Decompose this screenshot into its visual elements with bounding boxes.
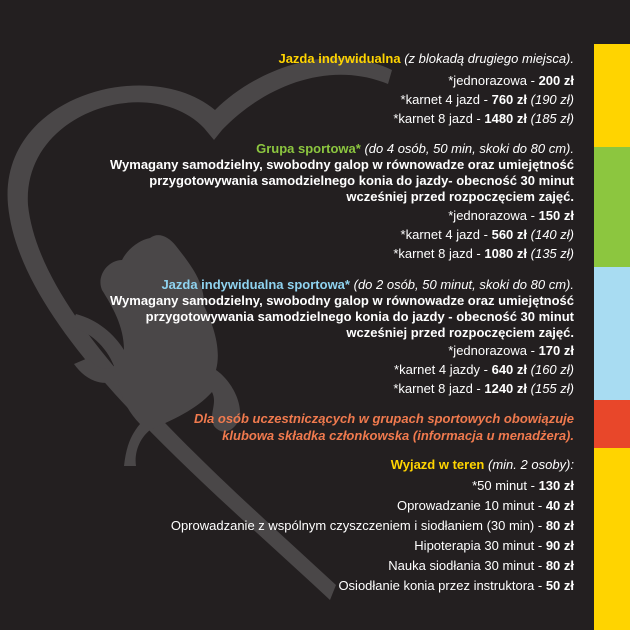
price-per-ride: (155 zł) xyxy=(530,381,574,396)
price-value: 170 zł xyxy=(538,343,574,358)
stripe-red xyxy=(594,400,630,448)
group-note: (do 4 osób, 50 min, skoki do 80 cm). xyxy=(364,141,574,156)
price-label: *jednorazowa - xyxy=(448,208,539,223)
individual-note: (z blokadą drugiego miejsca). xyxy=(404,51,574,66)
price-row xyxy=(388,557,574,576)
price-value: 50 zł xyxy=(545,578,574,593)
price-value: 130 zł xyxy=(538,478,574,493)
group-description: przygotowywania samodzielnego konia do jazdy- obecność 30 minut xyxy=(149,173,574,188)
price-per-ride: (135 zł) xyxy=(530,246,574,261)
price-per-ride: (190 zł) xyxy=(530,92,574,107)
membership-note: Dla osób uczestniczących w grupach sportowych obowiązuje xyxy=(194,411,574,426)
price-per-ride: (140 zł) xyxy=(530,227,574,242)
price-value: 1080 zł xyxy=(484,246,528,261)
price-label: *jednorazowa - xyxy=(448,343,539,358)
stripe-blue xyxy=(594,267,630,400)
individual-sport-description: Wymagany samodzielny, swobodny galop w równowadze oraz umiejętność xyxy=(110,293,574,308)
individual-sport-description: przygotowywania samodzielnego konia do jazdy - obecność 30 minut xyxy=(145,309,574,324)
price-row xyxy=(394,361,574,380)
price-row xyxy=(393,245,574,264)
price-label: *karnet 4 jazd - xyxy=(400,227,492,242)
price-label: *jednorazowa - xyxy=(448,73,539,88)
price-label: Oprowadzanie z wspólnym czyszczeniem i siodłaniem (30 min) - xyxy=(170,518,546,533)
price-label: *karnet 4 jazd - xyxy=(400,92,492,107)
price-label: *50 minut - xyxy=(472,478,539,493)
stripe-yellow xyxy=(594,44,630,147)
price-value: 150 zł xyxy=(538,208,574,223)
price-row xyxy=(448,207,574,226)
trail-note: (min. 2 osoby): xyxy=(488,457,574,472)
price-row xyxy=(171,517,574,536)
price-label: Oprowadzanie 10 minut - xyxy=(396,498,546,513)
price-row xyxy=(472,477,574,496)
price-row xyxy=(448,72,574,91)
individual-title: Jazda indywidualna xyxy=(278,51,401,66)
price-value: 40 zł xyxy=(545,498,574,513)
price-value: 1240 zł xyxy=(484,381,528,396)
price-label: *karnet 4 jazdy - xyxy=(394,362,492,377)
price-value: 1480 zł xyxy=(484,111,528,126)
price-value: 90 zł xyxy=(545,538,574,553)
individual-sport-description: wcześniej przed rozpoczęciem zajęć. xyxy=(346,325,574,340)
price-value: 80 zł xyxy=(545,558,574,573)
price-per-ride: (185 zł) xyxy=(530,111,574,126)
price-row xyxy=(397,497,574,516)
trail-heading xyxy=(391,456,574,475)
group-description: Wymagany samodzielny, swobodny galop w równowadze oraz umiejętność xyxy=(110,157,574,172)
price-value: 560 zł xyxy=(491,227,528,242)
price-value: 640 zł xyxy=(491,362,528,377)
individual-sport-title: Jazda indywidualna sportowa* xyxy=(161,277,350,292)
price-label: *karnet 8 jazd - xyxy=(393,381,485,396)
stripe-green xyxy=(594,147,630,267)
price-label: Nauka siodłania 30 minut - xyxy=(388,558,546,573)
price-row xyxy=(448,342,574,361)
group-title: Grupa sportowa* xyxy=(256,141,361,156)
membership-note: klubowa składka członkowska (informacja u menadżera). xyxy=(222,428,574,443)
price-row xyxy=(338,577,574,596)
price-value: 760 zł xyxy=(491,92,528,107)
price-row xyxy=(393,380,574,399)
stripe-yellow-bottom xyxy=(594,448,630,630)
group-description: wcześniej przed rozpoczęciem zajęć. xyxy=(346,189,574,204)
individual-sport-note: (do 2 osób, 50 minut, skoki do 80 cm). xyxy=(353,277,574,292)
price-label: Hipoterapia 30 minut - xyxy=(414,538,546,553)
price-row xyxy=(401,91,574,110)
individual-heading xyxy=(278,50,574,69)
price-label: Osiodłanie konia przez instruktora - xyxy=(338,578,546,593)
price-row xyxy=(401,226,574,245)
price-value: 80 zł xyxy=(545,518,574,533)
price-row xyxy=(414,537,574,556)
trail-title: Wyjazd w teren xyxy=(390,457,485,472)
price-per-ride: (160 zł) xyxy=(530,362,574,377)
price-label: *karnet 8 jazd - xyxy=(393,246,485,261)
price-row xyxy=(393,110,574,129)
price-value: 200 zł xyxy=(538,73,574,88)
price-label: *karnet 8 jazd - xyxy=(393,111,485,126)
